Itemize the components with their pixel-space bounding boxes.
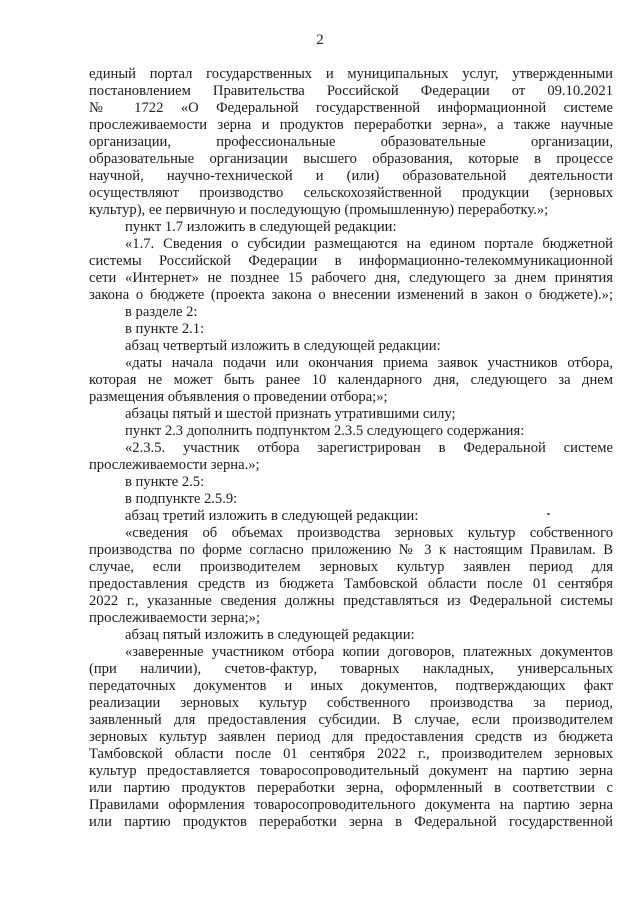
text-line: абзацы пятый и шестой признать утратившими силу; [125, 406, 456, 422]
text-line: «1.7. Сведения о субсидии размещаются на едином портале бюджетной [125, 236, 613, 252]
text-line: «2.3.5. участник отбора зарегистрирован в Федеральной системе [125, 440, 613, 456]
text-line: организации, профессиональные образовательные организации, [89, 134, 613, 150]
text-line: в подпункте 2.5.9: [125, 491, 238, 507]
text-line: постановлением Правительства Российской Федерации от 09.10.2021 [89, 83, 613, 99]
text-line: системы Российской Федерации в информационно-телекоммуникационной [89, 253, 613, 269]
text-line: образовательные организации высшего образования, которые в процессе [89, 151, 613, 167]
text-line: заявленный для предоставления субсидии. В случае, если производителем [89, 712, 613, 728]
text-line: 2022 г., указанные сведения должны представляться из Федеральной системы [89, 593, 613, 609]
text-line: единый портал государственных и муниципальных услуг, утвержденными [89, 66, 613, 82]
text-line: культур предоставляется товаросопроводительный документ на партию зерна [89, 763, 613, 779]
text-line: абзац третий изложить в следующей редакции: [125, 508, 419, 524]
text-line: Правилами оформления товаросопроводительного документа на партию зерна [89, 797, 613, 813]
text-line: предоставления средств из бюджета Тамбовской области после 01 сентября [89, 576, 613, 592]
text-line: культур), ее первичную и последующую (промышленную) переработку.»; [89, 202, 549, 218]
text-line: абзац пятый изложить в следующей редакции: [125, 627, 415, 643]
text-line: пункт 1.7 изложить в следующей редакции: [125, 219, 397, 235]
text-line: прослеживаемости зерна.»; [89, 457, 260, 473]
text-line: которая не может быть ранее 10 календарного дня, следующего за днем [89, 372, 613, 388]
text-line: зерновых культур заявлен период для предоставления средств из бюджета [89, 729, 613, 745]
text-line: размещения объявления о проведении отбора;»; [89, 389, 388, 405]
text-line: передаточных документов и иных документов, подтверждающих факт [89, 678, 613, 694]
text-line: № 1722 «О Федеральной государственной информационной системе [89, 100, 613, 116]
text-line: научной, научно-технической и (или) образовательной деятельности [89, 168, 613, 184]
text-line: закона о бюджете (проекта закона о внесении изменений в закон о бюджете).»; [89, 287, 613, 303]
text-line: пункт 2.3 дополнить подпунктом 2.3.5 следующего содержания: [125, 423, 525, 439]
text-line: случае, если производителем зерновых культур заявлен период для [89, 559, 613, 575]
text-line: осуществляют производство сельскохозяйственной продукции (зерновых [89, 185, 613, 201]
text-line: (при наличии), счетов-фактур, товарных накладных, универсальных [89, 661, 613, 677]
text-line: в пункте 2.1: [125, 321, 205, 337]
text-line: прослеживаемости зерна;»; [89, 610, 260, 626]
text-line: «заверенные участником отбора копии договоров, платежных документов [125, 644, 613, 660]
text-line: «сведения об объемах производства зерновых культур собственного [125, 525, 613, 541]
text-line: в разделе 2: [125, 304, 198, 320]
scan-speck [547, 513, 550, 515]
text-line: прослеживаемости зерна и продуктов переработки зерна», а также научные [89, 117, 613, 133]
text-line: реализации зерновых культур собственного производства за период, [89, 695, 613, 711]
text-line: в пункте 2.5: [125, 474, 205, 490]
text-line: абзац четвертый изложить в следующей редакции: [125, 338, 441, 354]
text-line: производства по форме согласно приложению № 3 к настоящим Правилам. В [89, 542, 613, 558]
text-line: Тамбовской области после 01 сентября 2022 г., производителем зерновых [89, 746, 613, 762]
text-line: сети «Интернет» не позднее 15 рабочего дня, следующего за днем принятия [89, 270, 613, 286]
text-line: «даты начала подачи или окончания приема заявок участников отбора, [125, 355, 613, 371]
text-line: или партию продуктов переработки зерна, оформленный в соответствии с [89, 780, 613, 796]
page-number: 2 [316, 32, 324, 48]
text-line: или партию продуктов переработки зерна в Федеральной государственной [89, 814, 613, 830]
